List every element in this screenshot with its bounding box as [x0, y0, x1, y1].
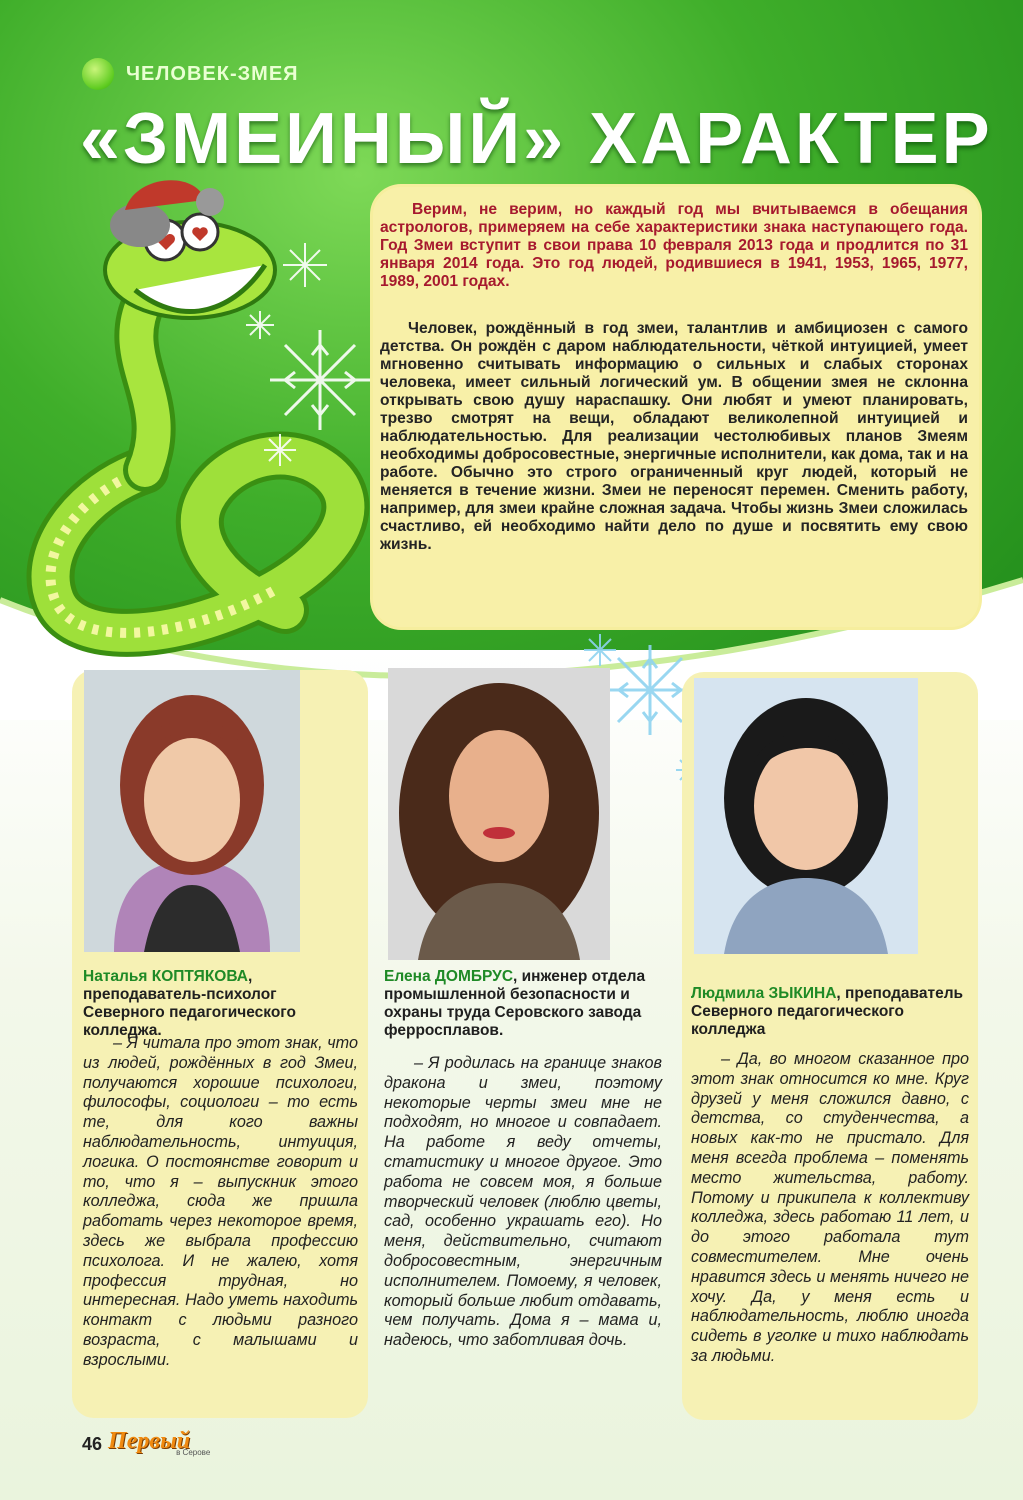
person-role: , преподаватель Северного педагогического колледжа	[691, 985, 964, 1038]
quote-text: – Да, во многом сказанное про этот знак относится ко мне. Круг друзей у меня сложился давно, с детства, со студенчества, а новых как-то не пристало. Для меня всегда проблема – поменять место жительства, работу. Потому и прикипела к коллективу колледжа, здесь работаю 11 лет, и до этого работала тут совместителем. Мне очень нравится здесь и менять ничего не хочу. Да, у меня есть и наблюдательность, люблю иногда сидеть в уголке и тихо наблюдать за людьми.	[691, 1050, 969, 1365]
photo-dombrus	[388, 668, 610, 960]
person-quote-2	[384, 1054, 662, 1351]
person-role: , инженер отдела промышленной безопасности и охраны труда Серовского завода ферросплавов.	[384, 968, 646, 1039]
person-quote-1	[83, 1034, 358, 1371]
photo-zykina	[694, 678, 918, 954]
snake-illustration	[25, 170, 385, 660]
quote-text: – Я читала про этот знак, что из людей, рождённых в год Змеи, получаются хорошие психологи, философы, социологи – то есть те, для кого важны наблюдательность, интуиция, логика. О постоянстве говорит и то, что я – выпускник этого колледжа, сюда же пришла работать через некоторое время, здесь же выбрала профессию психолога. И не жалею, хотя профессия трудная, но интересная. Надо уметь находить контакт с людьми разного возраста, с малышами и взрослыми.	[83, 1034, 358, 1369]
person-name-3	[691, 985, 969, 1039]
quote-text: – Я родилась на границе знаков дракона и змеи, поэтому некоторые черты змеи мне не подходят, но многое и совпадает. На работе я веду отчеты, статистику и многое другое. Это работа не совсем моя, я больше творческий человек (люблю цветы, сад, особенно украшать его). Но меня, действительно, считают добросовестным, энергичным исполнителем. Помоему, я человек, который больше любит отдавать, чем получать. Дома я – мама и, надеюсь, что заботливая дочь.	[384, 1054, 662, 1350]
magazine-logo-subtitle: в Серове	[176, 1448, 211, 1457]
person-name-1	[83, 968, 358, 1040]
intro-body: Человек, рождённый в год змеи, талантлив и амбициозен с самого детства. Он рождён с даром наблюдательности, чёткой интуицией, умеет мгновенно считывать информацию о сильных и слабых сторонах человека, имеет сильный логический ум. В общении змея не склонна открывать свою душу нараспашку. Они любят и умеют планировать, трезво смотрят на вещи, обладают великолепной интуицией и наблюдательностью. Для реализации честолюбивых планов Змеям необходимы добросовестные, энергичные исполнители, как дома, так и на работе. Обычно это строго ограниченный круг людей, который не меняется в течение жизни. Змеи не переносят перемен. Сменить работу, например, для змеи крайне сложная задача. Чтобы жизнь Змеи сложилась счастливо, ей необходимо найти дело по душе и посвятить ему свою жизнь.	[380, 320, 968, 553]
photo-koptyakova	[84, 670, 300, 952]
person-fullname: Людмила ЗЫКИНА	[691, 985, 837, 1002]
rubric	[82, 58, 299, 90]
person-name-2	[384, 968, 670, 1040]
rubric-label: ЧЕЛОВЕК-ЗМЕЯ	[126, 62, 299, 85]
page-footer	[82, 1428, 210, 1455]
page-number: 46	[82, 1434, 103, 1454]
person-role: , преподаватель-психолог Северного педагогического колледжа.	[83, 968, 297, 1039]
magazine-logo: Первый	[108, 1428, 191, 1454]
person-quote-3	[691, 1050, 969, 1367]
page-title: «ЗМЕИНЫЙ» ХАРАКТЕР	[80, 99, 993, 179]
intro-lead: Верим, не верим, но каждый год мы вчитываемся в обещания астрологов, примеряем на себе характеристики знака наступающего года. Год Змеи вступит в свои права 10 февраля 2013 года и продлится по 31 января 2014 года. Это год людей, родившиеся в 1941, 1953, 1965, 1977, 1989, 2001 годах.	[380, 201, 968, 290]
person-fullname: Наталья КОПТЯКОВА	[83, 968, 248, 985]
person-fullname: Елена ДОМБРУС	[384, 968, 514, 985]
bullet-icon	[82, 58, 114, 90]
